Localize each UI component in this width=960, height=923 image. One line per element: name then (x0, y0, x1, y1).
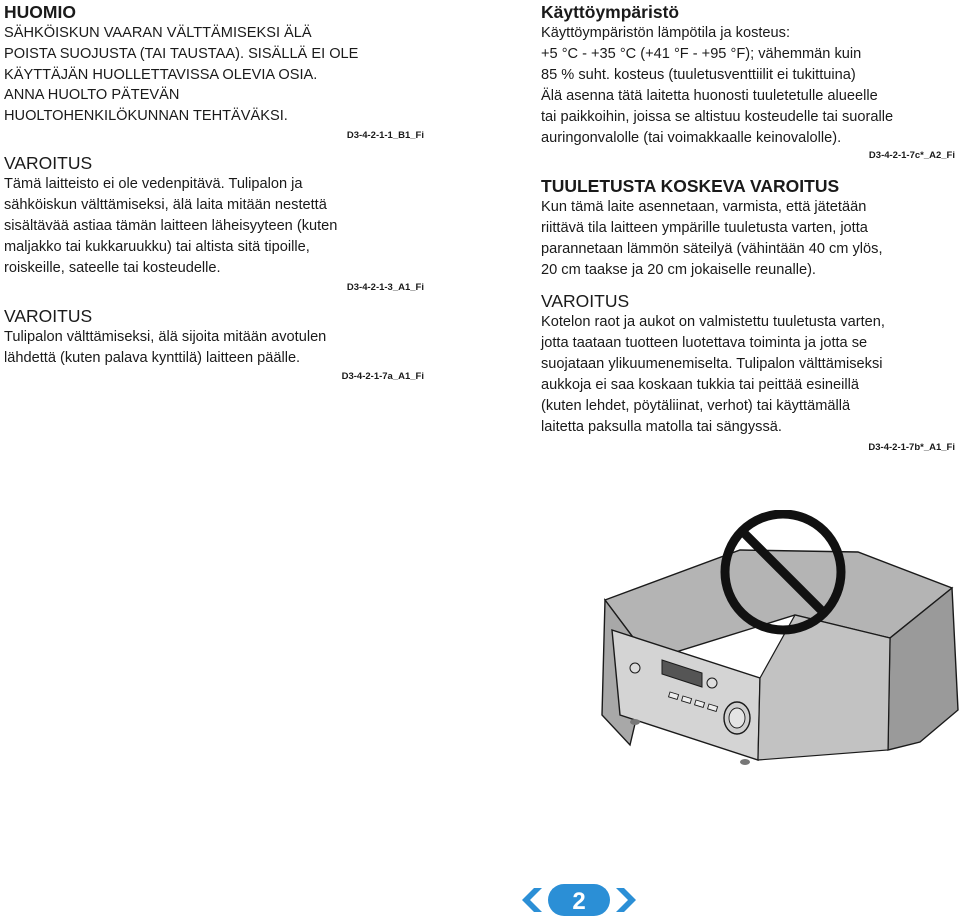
tuuletusta-text (541, 197, 955, 281)
text-line: +5 °C - +35 °C (+41 °F - +95 °F); vähemmän kuin (541, 46, 862, 62)
text-line: suojataan ylikuumenemiselta. Tulipalon välttämiseksi (541, 356, 883, 372)
text-line: sähköiskun välttämiseksi, älä laita mitään nestettä (4, 196, 327, 213)
text-line: Käyttöympäristön lämpötila ja kosteus: (541, 25, 791, 41)
text-line: KÄYTTÄJÄN HUOLLETTAVISSA OLEVIA OSIA. (4, 66, 318, 83)
section-title-varoitus: VAROITUS (4, 152, 93, 173)
right-column (541, 0, 955, 454)
kayttoymparisto-text (541, 23, 955, 149)
section-title-varoitus: VAROITUS (541, 291, 630, 311)
page-navigation (518, 880, 640, 920)
huomio-text (4, 23, 424, 127)
reference-code: D3-4-2-1-3_A1_Fi (346, 281, 424, 293)
text-line: Tämä laitteisto ei ole vedenpitävä. Tulipalon ja (4, 175, 303, 192)
chevron-left-icon[interactable] (522, 888, 542, 912)
text-line: 20 cm taakse ja 20 cm jokaiselle reunalle). (541, 262, 816, 278)
section-title-kayttoymparisto: Käyttöympäristö (541, 2, 680, 22)
text-line: 85 % suht. kosteus (tuuletusventtiilit ei tukittuina) (541, 67, 856, 83)
varoitus-text (541, 312, 955, 438)
prohibition-covered-receiver-icon (590, 510, 960, 770)
text-line: ANNA HUOLTO PÄTEVÄN (4, 87, 180, 104)
text-line: riittävä tila laitteen ympärille tuuletusta varten, jotta (541, 220, 868, 236)
text-line: POISTA SUOJUSTA (TAI TAUSTAA). SISÄLLÄ EI OLE (4, 45, 359, 62)
reference-code: D3-4-2-1-1_B1_Fi (346, 129, 424, 141)
section-title-tuuletusta: TUULETUSTA KOSKEVA VAROITUS (541, 176, 840, 196)
varoitus-text (4, 174, 424, 279)
text-line: roiskeille, sateelle tai kosteudelle. (4, 259, 221, 276)
text-line: Kotelon raot ja aukot on valmistettu tuuletusta varten, (541, 314, 885, 330)
text-line: Tulipalon välttämiseksi, älä sijoita mitään avotulen (4, 328, 327, 345)
text-line: jotta taataan tuotteen luotettava toiminta ja jotta se (541, 335, 868, 351)
text-line: lähdettä (kuten palava kynttilä) laitteen päälle. (4, 349, 301, 366)
varoitus-text (4, 327, 424, 369)
chevron-right-icon[interactable] (616, 888, 636, 912)
reference-code: D3-4-2-1-7c*_A2_Fi (868, 150, 955, 161)
text-line: HUOLTOHENKILÖKUNNAN TEHTÄVÄKSI. (4, 108, 288, 125)
text-line: Älä asenna tätä laitetta huonosti tuuletetulle alueelle (541, 88, 878, 104)
text-line: aukkoja ei saa koskaan tukkia tai peittää esineillä (541, 377, 860, 393)
page-number: 2 (572, 888, 586, 915)
text-line: SÄHKÖISKUN VAARAN VÄLTTÄMISEKSI ÄLÄ (4, 25, 312, 41)
text-line: tai paikkoihin, joissa se altistuu kosteudelle tai suoralle (541, 109, 894, 125)
reference-code: D3-4-2-1-7a_A1_Fi (341, 370, 424, 382)
text-line: maljakko tai kukkaruukku) tai altista sitä tipoille, (4, 238, 310, 255)
text-line: laitetta paksulla matolla tai sängyssä. (541, 419, 782, 435)
section-title-varoitus: VAROITUS (4, 305, 93, 326)
text-line: auringonvalolle (tai voimakkaalle keinovalolle). (541, 130, 842, 146)
section-title-huomio: HUOMIO (4, 2, 76, 22)
text-line: sisältävää astiaa tämän laitteen läheisyyteen (kuten (4, 217, 338, 234)
text-line: parannetaan lämmön säteilyä (vähintään 40 cm ylös, (541, 241, 883, 257)
reference-code: D3-4-2-1-7b*_A1_Fi (868, 442, 955, 453)
text-line: (kuten lehdet, pöytäliinat, verhot) tai käyttämällä (541, 398, 851, 414)
left-column (4, 0, 424, 383)
text-line: Kun tämä laite asennetaan, varmista, että jätetään (541, 199, 867, 215)
